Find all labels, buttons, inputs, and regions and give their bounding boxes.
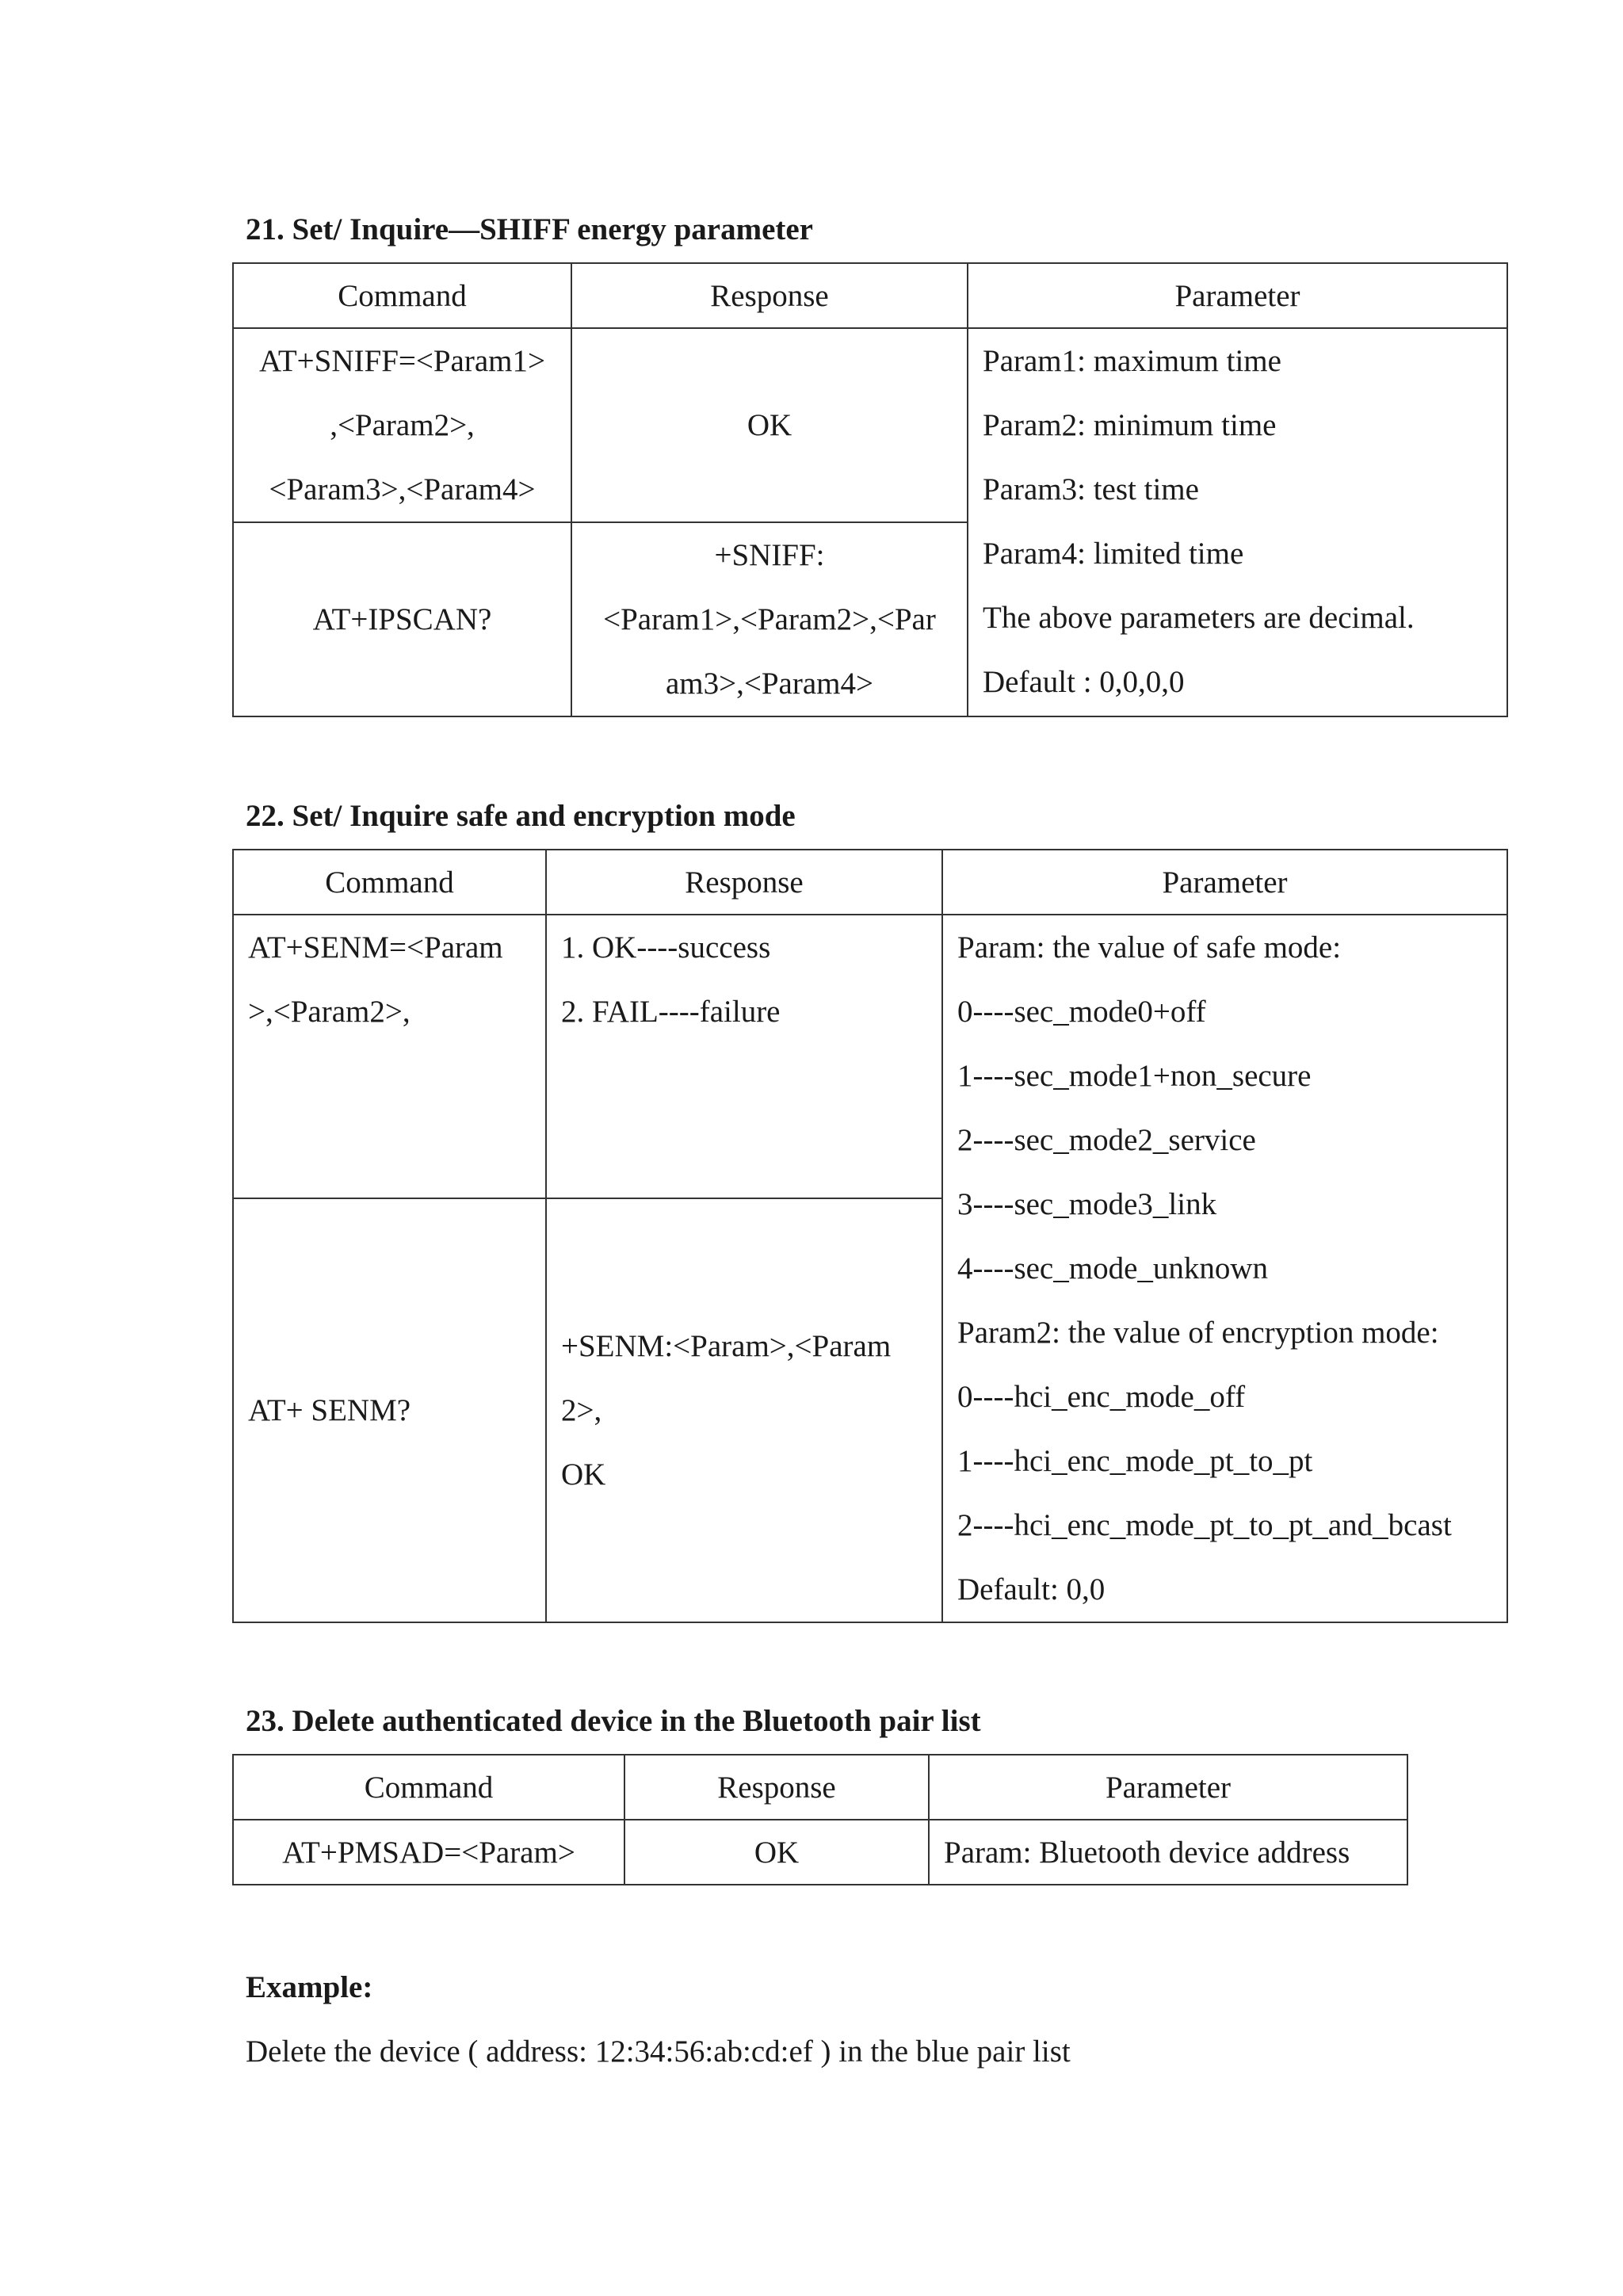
parameter-line: 1----sec_mode1+non_secure [957,1059,1312,1093]
header-parameter: Parameter [929,1755,1407,1820]
response-cell [571,522,968,716]
section-21-heading: 21. Set/ Inquire—SHIFF energy parameter [246,212,813,246]
parameter-cell [968,328,1507,716]
response-line: +SNIFF: [714,538,825,572]
header-response: Response [571,263,968,328]
response-cell [546,915,942,1198]
command-cell [233,915,546,1198]
parameter-line: 2----hci_enc_mode_pt_to_pt_and_bcast [957,1508,1452,1542]
response-line: 2>, [561,1393,602,1428]
header-parameter: Parameter [968,263,1507,328]
response-line: +SENM:<Param>,<Param [561,1329,892,1364]
table-row [233,328,1507,522]
parameter-line: 0----hci_enc_mode_off [957,1380,1246,1414]
parameter-line: The above parameters are decimal. [983,601,1415,635]
parameter-cell: Param: Bluetooth device address [929,1820,1407,1885]
parameter-line: Param3: test time [983,472,1199,506]
table-row [233,1820,1407,1885]
header-command: Command [233,263,571,328]
table-header-row [233,263,1507,328]
parameter-line: 4----sec_mode_unknown [957,1251,1269,1286]
table-header-row [233,850,1507,915]
table-row [233,915,1507,1198]
parameter-line: Default : 0,0,0,0 [983,665,1185,699]
response-cell: OK [571,328,968,522]
parameter-line: 3----sec_mode3_link [957,1187,1217,1221]
command-line: <Param3>,<Param4> [269,472,536,506]
parameter-line: 1----hci_enc_mode_pt_to_pt [957,1444,1313,1478]
parameter-cell [942,915,1507,1622]
pmsad-table [232,1754,1408,1885]
header-command: Command [233,1755,624,1820]
command-cell: AT+ SENM? [233,1198,546,1622]
parameter-line: Param2: the value of encryption mode: [957,1316,1439,1350]
parameter-line: Param: the value of safe mode: [957,930,1342,965]
command-line: AT+SENM=<Param [248,930,503,965]
command-cell: AT+IPSCAN? [233,522,571,716]
header-command: Command [233,850,546,915]
parameter-line: Param1: maximum time [983,344,1281,378]
header-parameter: Parameter [942,850,1507,915]
response-line: OK [561,1457,606,1492]
command-line: >,<Param2>, [248,995,411,1029]
command-line: AT+SNIFF=<Param1> [259,344,545,378]
response-line: 1. OK----success [561,930,771,965]
command-cell [233,328,571,522]
example-text: Delete the device ( address: 12:34:56:ab:cd:ef ) in the blue pair list [246,2034,1071,2069]
example-heading: Example: [246,1970,373,2004]
response-cell [546,1198,942,1622]
parameter-line: Param4: limited time [983,537,1244,571]
response-cell: OK [624,1820,929,1885]
parameter-line: Default: 0,0 [957,1572,1106,1606]
command-line: ,<Param2>, [330,408,475,442]
sniff-table [232,262,1508,717]
header-response: Response [624,1755,929,1820]
section-22-heading: 22. Set/ Inquire safe and encryption mode [246,799,796,833]
parameter-line: 0----sec_mode0+off [957,995,1206,1029]
response-line: am3>,<Param4> [665,667,873,701]
response-line: 2. FAIL----failure [561,995,781,1029]
section-23-heading: 23. Delete authenticated device in the Bluetooth pair list [246,1704,981,1738]
table-header-row [233,1755,1407,1820]
parameter-line: 2----sec_mode2_service [957,1123,1256,1157]
senm-table [232,849,1508,1623]
parameter-line: Param2: minimum time [983,408,1277,442]
command-cell: AT+PMSAD=<Param> [233,1820,624,1885]
response-line: <Param1>,<Param2>,<Par [603,602,936,636]
header-response: Response [546,850,942,915]
